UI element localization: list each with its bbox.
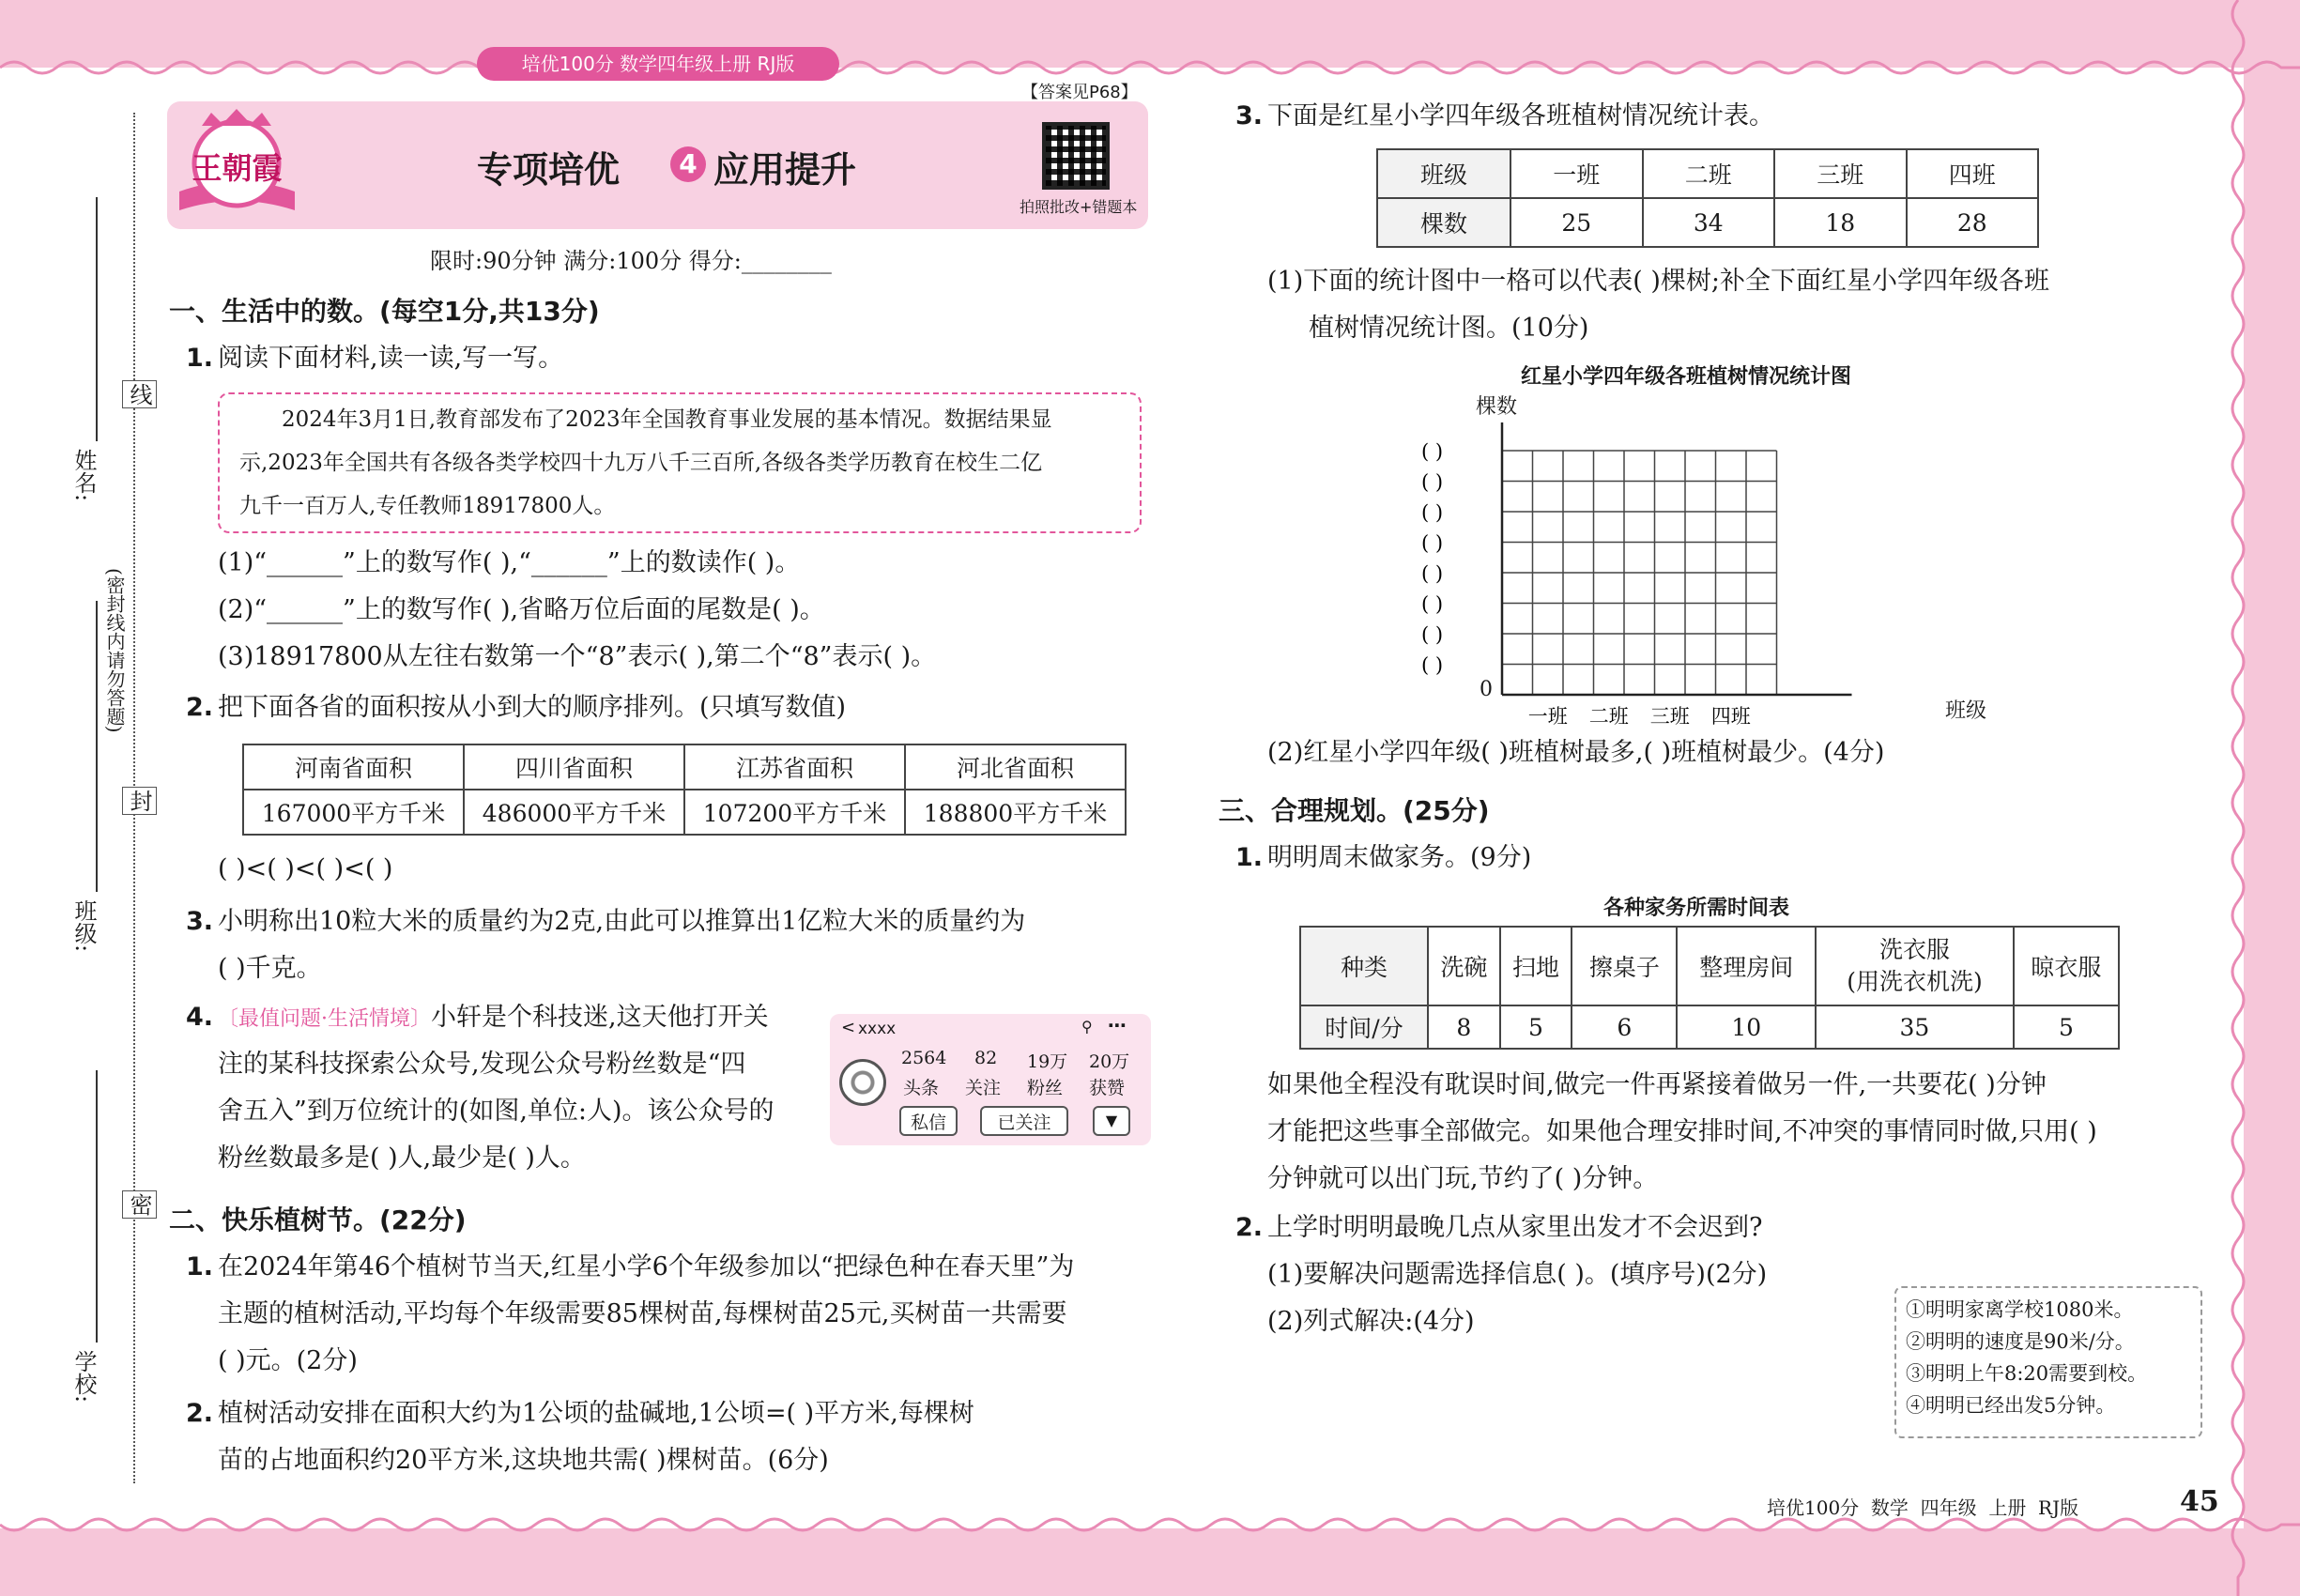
section2-title: 二、快乐植树节。(22分) — [169, 1205, 467, 1235]
chart-title: 红星小学四年级各班植树情况统计图 — [1521, 365, 1852, 389]
bar-chart[interactable] — [1408, 394, 2009, 732]
y-tick-label: ( ) — [1421, 470, 1444, 494]
tree-count-table — [1376, 148, 2039, 248]
table-header-cell: 河北省面积 — [905, 744, 1126, 790]
stat-label: 粉丝 — [1027, 1078, 1064, 1098]
s1-q4-number: 4. — [186, 1003, 214, 1032]
name-label: 姓名: — [70, 449, 97, 502]
back-chevron-icon[interactable]: < — [841, 1018, 856, 1037]
s1-q2-answer-line: ( )<( )<( )<( ) — [218, 854, 393, 883]
s1-q4-line1-wrap — [218, 999, 769, 1038]
s2-q3-sub1b: 植树情况统计图。(10分) — [1309, 314, 1589, 343]
s2-q1-number: 1. — [186, 1252, 214, 1281]
table-row — [243, 744, 1126, 790]
x-tick-label: 三班 — [1649, 705, 1690, 728]
table-cell: 6 — [1572, 1005, 1677, 1049]
material-line-1: 2024年3月1日,教育部发布了2023年全国教育事业发展的基本情况。数据结果显 — [282, 407, 1052, 432]
table-header-cell: 时间/分 — [1300, 1005, 1428, 1049]
section1-title: 一、生活中的数。(每空1分,共13分) — [169, 296, 600, 327]
brand-badge-text: 王朝霞 — [192, 150, 283, 186]
y-tick-label: ( ) — [1421, 562, 1444, 585]
table-row — [1377, 149, 2038, 198]
s1-q2-number: 2. — [186, 693, 214, 722]
s1-q2-text: 把下面各省的面积按从小到大的顺序排列。(只填写数值) — [218, 693, 847, 722]
s1-q4-line1: 小轩是个科技迷,这天他打开关 — [431, 1003, 769, 1032]
title-right: 应用提升 — [713, 149, 857, 191]
profile-avatar — [839, 1059, 886, 1106]
s2-q3-sub1a: (1)下面的统计图中一格可以代表( )棵树;补全下面红星小学四年级各班 — [1267, 267, 2049, 296]
class-underline — [96, 601, 98, 892]
table-row — [1377, 198, 2038, 247]
info-item: ③明明上午8:20需要到校。 — [1906, 1362, 2148, 1385]
s3-q1-num — [1235, 839, 1263, 877]
s1-q1-sub3: (3)18917800从左往右数第一个“8”表示( ),第二个“8”表示( )。 — [218, 642, 937, 671]
s3-q2-text: 上学时明明最晚几点从家里出发才不会迟到? — [1267, 1213, 1763, 1242]
table-header-cell: 洗碗 — [1428, 927, 1500, 1005]
s2-q3-number: 3. — [1235, 101, 1264, 130]
table-header-cell: 种类 — [1300, 927, 1428, 1005]
s1-q1-num — [186, 340, 213, 377]
line-mark: 线 — [122, 380, 157, 408]
stat-label: 头条 — [903, 1078, 940, 1098]
chart-ylabel: 棵数 — [1476, 395, 1518, 419]
s2-q1-line1: 在2024年第46个植树节当天,红星小学6个年级参加以“把绿色种在春天里”为 — [218, 1252, 1075, 1281]
title-left: 专项培优 — [477, 149, 621, 191]
followed-button[interactable]: 已关注 — [980, 1106, 1068, 1136]
province-area-table — [242, 744, 1127, 836]
table-cell: 18 — [1774, 198, 1907, 247]
footer-text: 培优100分 数学 四年级 上册 RJ版 — [1767, 1496, 2079, 1519]
table-cell: 167000平方千米 — [243, 790, 464, 835]
chores-table — [1299, 926, 2120, 1050]
y-tick-label: ( ) — [1421, 440, 1444, 463]
table-cell: 四班 — [1907, 149, 2039, 198]
table-cell: 107200平方千米 — [684, 790, 905, 835]
y-tick-label: ( ) — [1421, 501, 1444, 524]
table-row — [1300, 1005, 2119, 1049]
s3-q2-num — [1235, 1209, 1263, 1247]
y-tick-label: ( ) — [1421, 531, 1444, 555]
table-cell: 三班 — [1774, 149, 1907, 198]
info-item: ④明明已经出发5分钟。 — [1906, 1394, 2116, 1417]
title-number-badge: 4 — [670, 146, 706, 182]
s1-q3-number: 3. — [186, 907, 214, 936]
seal-mark: 封 — [122, 787, 157, 815]
s2-q2-line2: 苗的占地面积约20平方米,这块地共需( )棵树苗。(6分) — [218, 1446, 829, 1475]
dropdown-triangle-icon[interactable]: ▼ — [1093, 1106, 1130, 1136]
s3-q1-line3: 分钟就可以出门玩,节约了( )分钟。 — [1267, 1164, 1659, 1193]
chores-table-title: 各种家务所需时间表 — [1603, 897, 1790, 920]
table-cell: 一班 — [1510, 149, 1643, 198]
table-cell: 188800平方千米 — [905, 790, 1126, 835]
page-border-right — [2244, 0, 2300, 1596]
s1-q4-line4: 粉丝数最多是( )人,最少是( )人。 — [218, 1143, 586, 1173]
table-cell: 35 — [1816, 1005, 2014, 1049]
x-tick-label: 一班 — [1527, 705, 1568, 728]
stat-value: 19万 — [1027, 1051, 1068, 1072]
s3-q1-text: 明明周末做家务。(9分) — [1267, 843, 1532, 872]
header-pill: 培优100分 数学四年级上册 RJ版 — [477, 47, 839, 81]
table-row — [1300, 927, 2119, 1005]
s3-q1-line2: 才能把这些事全部做完。如果他合理安排时间,不冲突的事情同时做,只用( ) — [1267, 1117, 2097, 1146]
section3-title: 三、合理规划。(25分) — [1219, 795, 1490, 826]
table-header-cell — [1816, 927, 2014, 1005]
qr-code[interactable] — [1042, 122, 1110, 190]
s1-q3-line2: ( )千克。 — [218, 954, 322, 983]
mi-mark: 密 — [122, 1190, 157, 1219]
table-row — [243, 790, 1126, 835]
s2-q3-num — [1235, 98, 1263, 135]
qr-caption: 拍照批改+错题本 — [1020, 198, 1138, 216]
table-header-cell: 擦桌子 — [1572, 927, 1677, 1005]
stat-value: 20万 — [1089, 1051, 1130, 1072]
page-border-bottom — [0, 1528, 2300, 1596]
stat-value: 82 — [974, 1048, 998, 1068]
s1-q1-sub2: (2)“______”上的数写作( ),省略万位后面的尾数是( )。 — [218, 595, 825, 624]
header-sub: (用洗衣机洗) — [1847, 968, 1983, 995]
s2-q1-num — [186, 1249, 213, 1286]
brand-badge — [174, 105, 300, 225]
s2-q1-line2: 主题的植树活动,平均每个年级需要85棵树苗,每棵树苗25元,买树苗一共需要 — [218, 1299, 1067, 1328]
profile-card — [830, 1014, 1151, 1145]
school-underline — [96, 1070, 98, 1343]
s3-q1-line1: 如果他全程没有耽误时间,做完一件再紧接着做另一件,一共要花( )分钟 — [1267, 1070, 2047, 1099]
table-header-cell: 整理房间 — [1677, 927, 1816, 1005]
table-header-cell: 晾衣服 — [2014, 927, 2119, 1005]
table-cell: 二班 — [1643, 149, 1775, 198]
profile-name: xxxx — [858, 1020, 897, 1038]
material-line-3: 九千一百万人,专任教师18917800人。 — [239, 494, 616, 518]
s2-q3-sub2: (2)红星小学四年级( )班植树最多,( )班植树最少。(4分) — [1267, 738, 1885, 767]
table-cell: 5 — [1500, 1005, 1572, 1049]
header-main: 洗衣服 — [1878, 936, 1950, 963]
info-line: 限时:90分钟 满分:100分 得分:________ — [430, 248, 832, 274]
seal-note: (密封线内请勿答题) — [103, 568, 126, 733]
stat-label: 关注 — [965, 1078, 1002, 1098]
y-tick-label: ( ) — [1421, 623, 1444, 646]
table-cell: 5 — [2014, 1005, 2119, 1049]
table-cell: 8 — [1428, 1005, 1500, 1049]
x-tick-label: 四班 — [1710, 705, 1751, 728]
s1-q2-num — [186, 689, 213, 727]
s2-q2-line1: 植树活动安排在面积大约为1公顷的盐碱地,1公顷=( )平方米,每棵树 — [218, 1399, 974, 1428]
x-tick-label: 二班 — [1588, 705, 1629, 728]
page-number: 45 — [2180, 1485, 2219, 1518]
table-cell: 28 — [1907, 198, 2039, 247]
table-cell: 34 — [1643, 198, 1775, 247]
s2-q1-line3: ( )元。(2分) — [218, 1346, 358, 1375]
s2-q3-text: 下面是红星小学四年级各班植树情况统计表。 — [1267, 101, 1774, 130]
wave-border-top — [0, 56, 2300, 79]
s1-q3-num — [186, 903, 213, 941]
info-item: ②明明的速度是90米/分。 — [1906, 1330, 2135, 1353]
chart-zero-label: 0 — [1480, 678, 1493, 701]
s2-q2-number: 2. — [186, 1399, 214, 1428]
s1-q4-num — [186, 999, 213, 1036]
search-icon[interactable]: ⚲ — [1081, 1018, 1093, 1036]
s3-q2-number: 2. — [1235, 1213, 1264, 1242]
table-cell: 10 — [1677, 1005, 1816, 1049]
school-label: 学校: — [70, 1350, 97, 1404]
table-header-cell: 河南省面积 — [243, 744, 464, 790]
info-item: ①明明家离学校1080米。 — [1906, 1298, 2134, 1321]
s3-q1-number: 1. — [1235, 843, 1264, 872]
table-cell: 486000平方千米 — [464, 790, 684, 835]
wave-border-right — [2227, 0, 2249, 1596]
s3-q2-sub1: (1)要解决问题需选择信息( )。(填序号)(2分) — [1267, 1260, 1768, 1289]
s1-q4-line3: 舍五入”到万位统计的(如图,单位:人)。该公众号的 — [218, 1097, 774, 1126]
s3-q2-sub2: (2)列式解决:(4分) — [1267, 1307, 1475, 1336]
chart-xlabel: 班级 — [1945, 699, 1987, 723]
y-tick-label: ( ) — [1421, 592, 1444, 616]
s1-q4-tag: 〔最值问题·生活情境〕 — [218, 1007, 431, 1031]
table-header-cell: 棵数 — [1377, 198, 1510, 247]
s1-q4-line2: 注的某科技探索公众号,发现公众号粉丝数是“四 — [218, 1050, 746, 1079]
more-icon[interactable]: ⋯ — [1108, 1014, 1127, 1036]
table-header-cell: 四川省面积 — [464, 744, 684, 790]
message-button[interactable]: 私信 — [899, 1106, 958, 1136]
s1-q1-number: 1. — [186, 344, 214, 373]
y-tick-label: ( ) — [1421, 653, 1444, 677]
answer-ref: 【答案见P68】 — [1021, 83, 1138, 102]
title-banner — [167, 101, 1148, 229]
class-label: 班级: — [70, 899, 97, 953]
table-header-cell: 江苏省面积 — [684, 744, 905, 790]
s1-q3-line1: 小明称出10粒大米的质量约为2克,由此可以推算出1亿粒大米的质量约为 — [218, 907, 1026, 936]
stat-value: 2564 — [901, 1048, 947, 1068]
table-cell: 25 — [1510, 198, 1643, 247]
table-header-cell: 扫地 — [1500, 927, 1572, 1005]
table-header-cell: 班级 — [1377, 149, 1510, 198]
s2-q2-num — [186, 1395, 213, 1433]
name-underline — [96, 197, 98, 441]
s1-q1-sub1: (1)“______”上的数写作( ),“______”上的数读作( )。 — [218, 548, 801, 577]
material-line-2: 示,2023年全国共有各级各类学校四十九万八千三百所,各级各类学历教育在校生二亿 — [239, 451, 1043, 475]
s1-q1-text: 阅读下面材料,读一读,写一写。 — [218, 344, 564, 373]
stat-label: 获赞 — [1089, 1078, 1126, 1098]
